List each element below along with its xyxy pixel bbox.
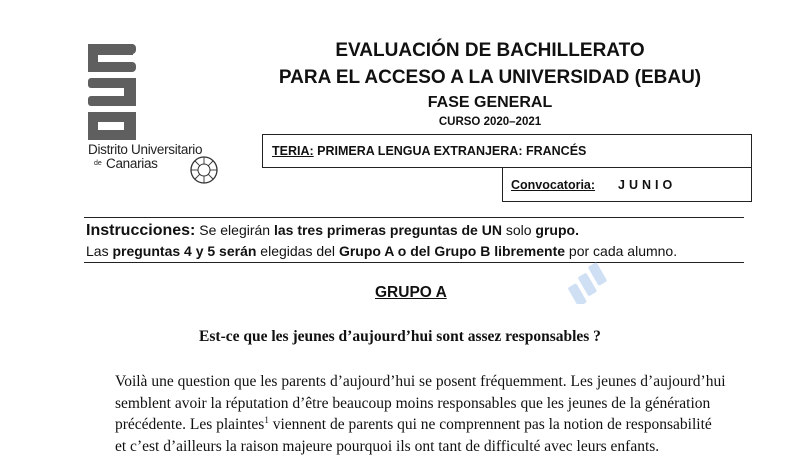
instr-text: por cada alumno.	[565, 243, 678, 259]
watermark-icon	[560, 262, 620, 304]
instructions-line2	[86, 243, 677, 259]
paragraph-line	[115, 416, 712, 434]
question-title: Est-ce que les jeunes d’aujourd’hui sont assez responsables ?	[199, 328, 601, 345]
instr-bold: las tres primeras preguntas de UN	[273, 222, 502, 238]
convocatoria-value: JUNIO	[618, 178, 677, 192]
logo-de: de	[94, 160, 102, 167]
duc-logo	[86, 42, 226, 192]
instr-text: Las	[86, 243, 113, 259]
instr-bold: grupo.	[535, 222, 579, 238]
paragraph-line: Voilà une question que les parents d’aujourd’hui se posent fréquemment. Les jeunes d’aujourd’hui	[115, 373, 726, 390]
instructions-label: Instrucciones:	[86, 222, 196, 239]
subject-box	[262, 134, 752, 168]
phase-label: FASE GENERAL	[427, 94, 553, 111]
instr-text: solo	[501, 222, 536, 238]
paragraph-line: semblent avoir la réputation d’être beaucoup moins responsables que les jeunes de la génération	[115, 395, 711, 412]
convocatoria-label: Convocatoria:	[511, 178, 596, 192]
exam-title: EVALUACIÓN DE BACHILLERATO	[335, 40, 645, 61]
subject-line	[272, 144, 586, 158]
subject-value: PRIMERA LENGUA EXTRANJERA: FRANCÉS	[317, 144, 587, 158]
divider-bottom	[84, 262, 744, 263]
logo-line1: Distrito Universitario	[88, 142, 203, 157]
course-label: CURSO 2020–2021	[438, 116, 542, 128]
logo-line2: Canarias	[106, 156, 158, 171]
paragraph-line: et c’est d’ailleurs la raison majeure pourquoi ils ont tant de difficulté avec leurs enfants.	[115, 438, 660, 455]
divider-top	[84, 217, 744, 218]
convocatoria-box	[502, 168, 752, 202]
instr-text: elegidas del	[256, 243, 339, 259]
exam-subtitle: PARA EL ACCESO A LA UNIVERSIDAD (EBAU)	[278, 67, 702, 88]
instr-text: Se elegirán	[195, 222, 274, 238]
paragraph-text: viennent de parents qui ne comprennent pas la notion de responsabilité	[268, 416, 712, 433]
instr-bold: Grupo A o del Grupo B libremente	[338, 243, 566, 259]
subject-label: TERIA:	[272, 144, 314, 158]
instructions-line1	[86, 222, 579, 240]
instr-bold: preguntas 4 y 5 serán	[112, 243, 257, 259]
footnote-marker: 1	[264, 414, 269, 425]
group-title: GRUPO A	[375, 284, 447, 301]
paragraph-text: précédente. Les plaintes	[115, 416, 265, 433]
wheel-emblem-icon	[191, 157, 217, 183]
